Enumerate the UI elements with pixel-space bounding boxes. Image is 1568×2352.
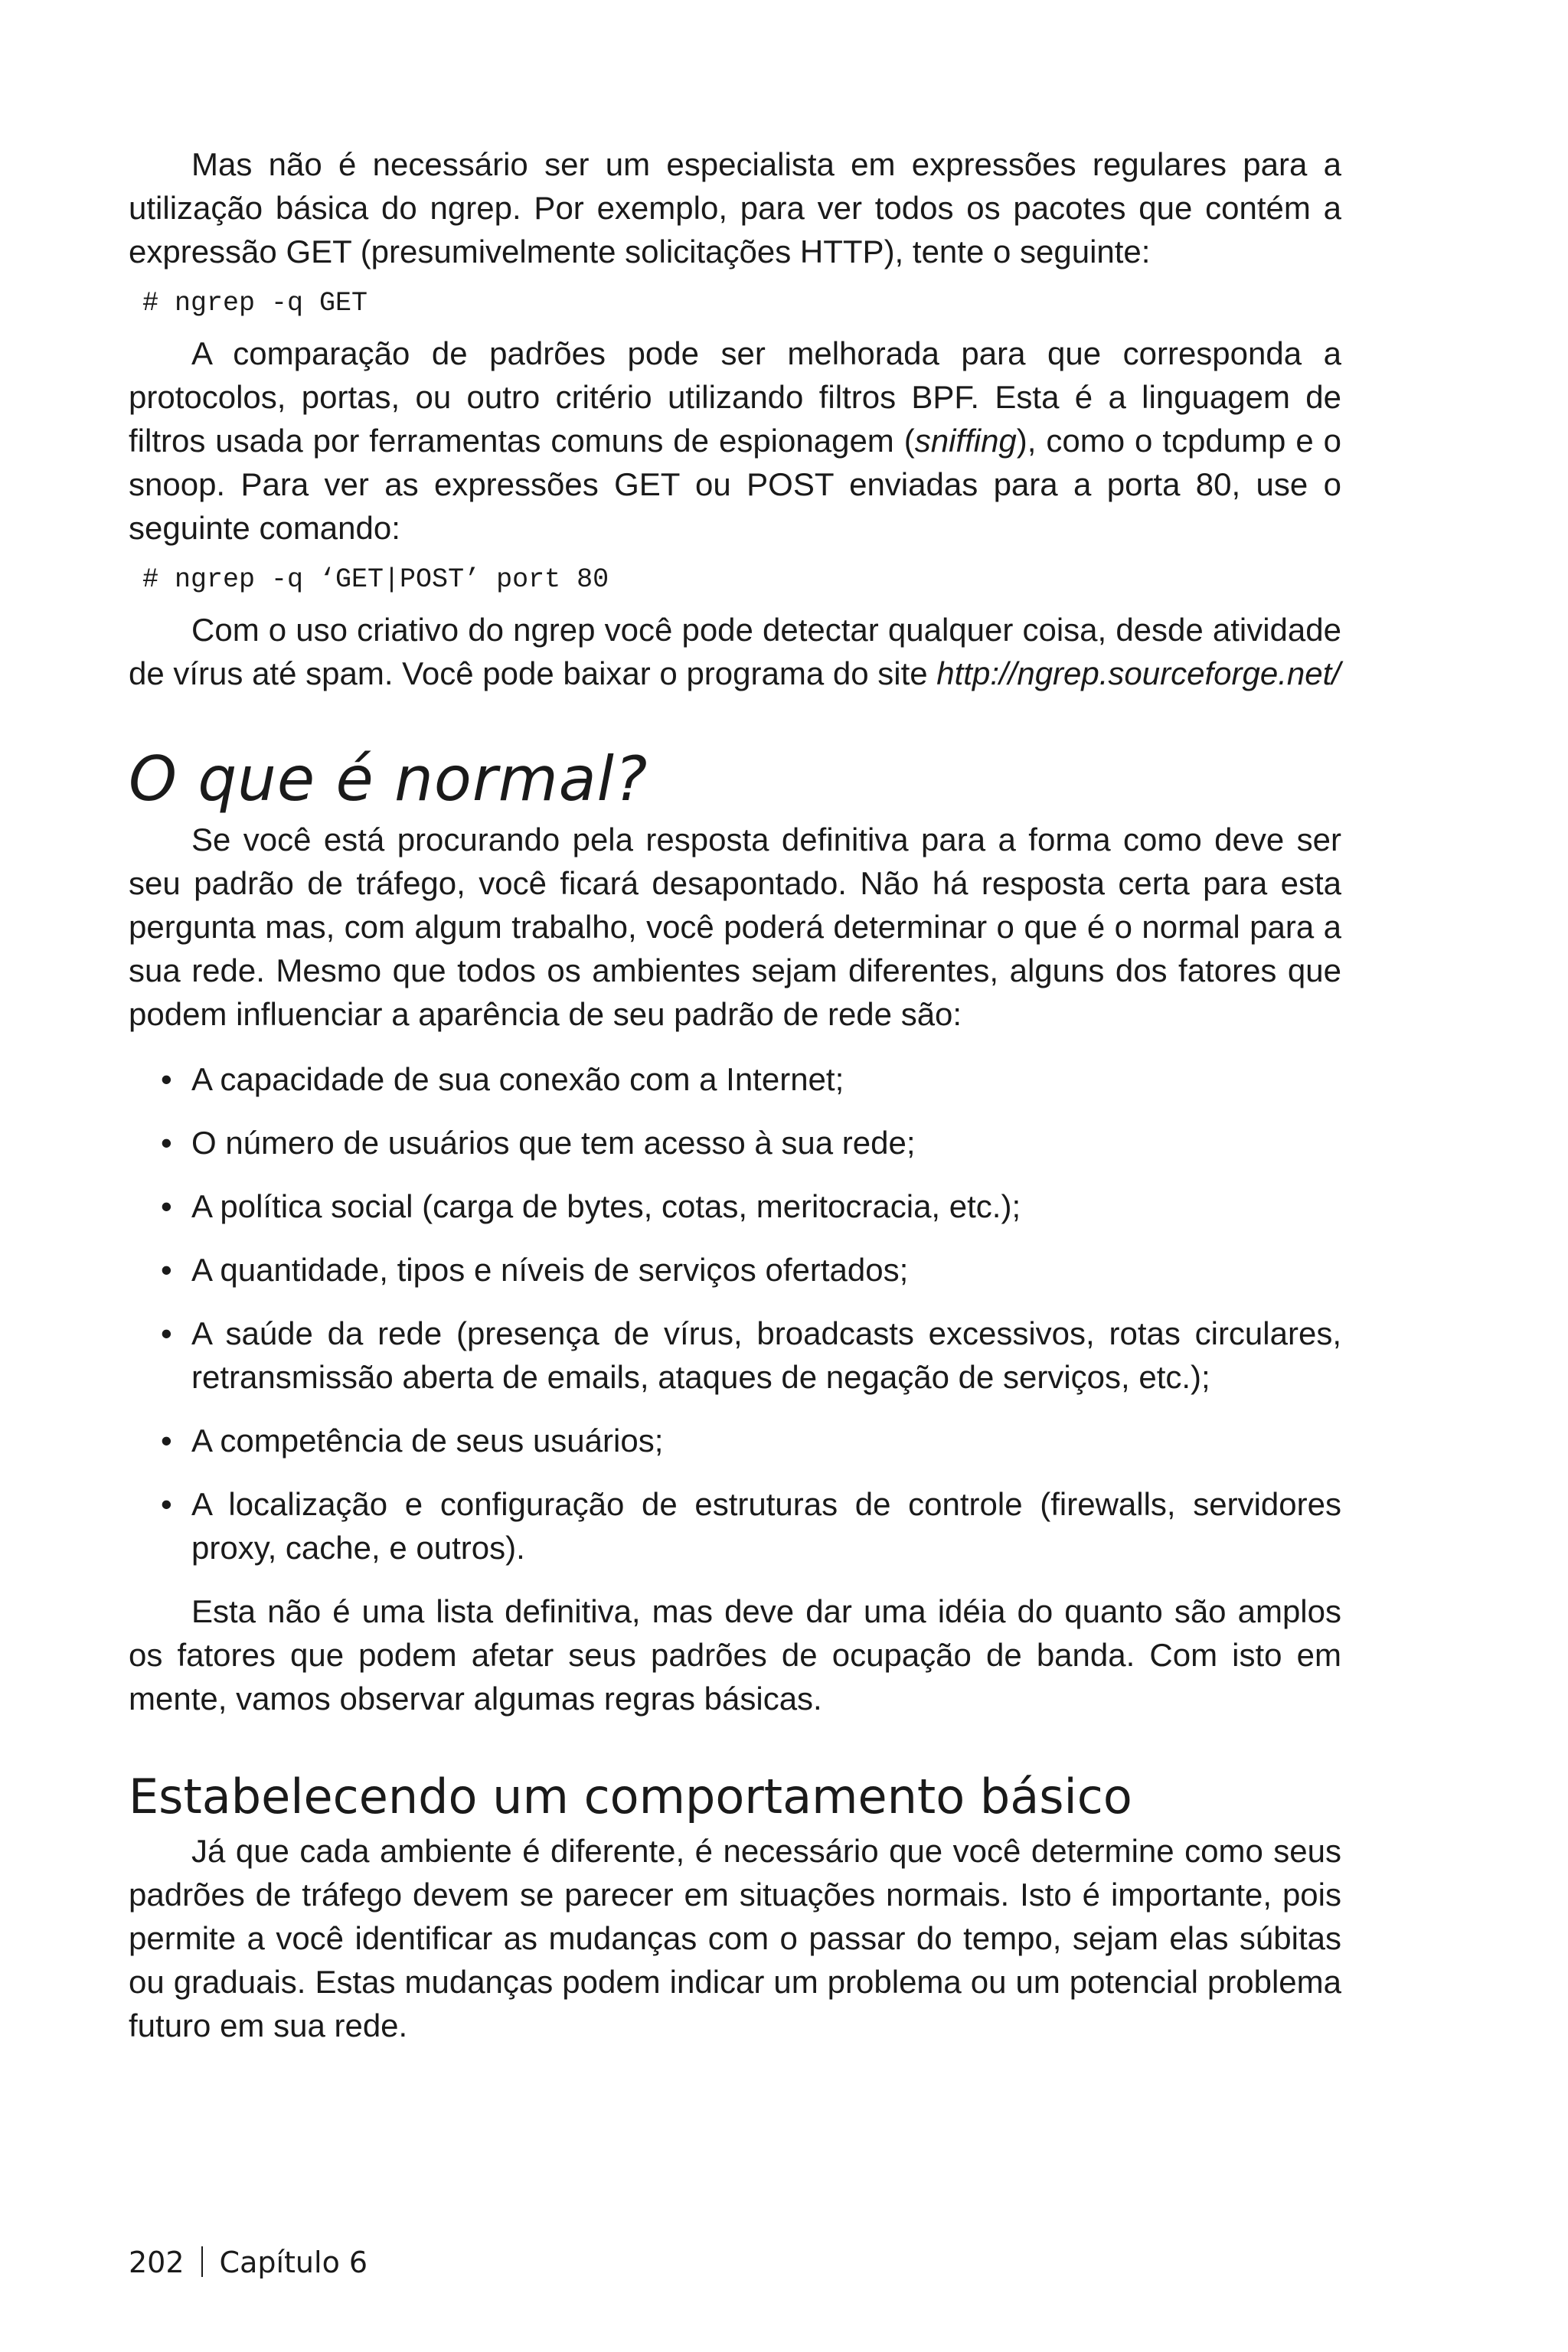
paragraph-bpf-text-2: ), como o tcpdump e o snoop. Para ver as expressões GET ou POST enviadas para a porta 80, use o seguinte comando: — [129, 423, 1341, 546]
paragraph-normal-intro: Se você está procurando pela resposta definitiva para a forma como deve ser seu padrão de tráfego, você ficará desapontado. Não há resposta certa para esta pergunta mas, com algum trabalho, você poderá determinar o que é o normal para a sua rede. Mesmo que todos os ambientes sejam diferentes, alguns dos fatores que podem influenciar a aparência de seu padrão de rede são: — [129, 822, 1341, 1032]
list-item: • A capacidade de sua conexão com a Internet; — [129, 1057, 1341, 1101]
bullet: • — [161, 1061, 172, 1097]
paragraph-ngrep-intro: Mas não é necessário ser um especialista em expressões regulares para a utilização básica do ngrep. Por exemplo, para ver todos os pacotes que contém a expressão GET (presumivelmente solicitações HTTP), tente o seguinte: — [129, 146, 1341, 270]
paragraph-ngrep-creative — [129, 608, 1341, 695]
list-item: • A política social (carga de bytes, cotas, meritocracia, etc.); — [129, 1184, 1341, 1228]
code-ngrep-get-post: # ngrep -q ‘GET|POST’ port 80 — [142, 564, 609, 595]
list-item: • A quantidade, tipos e níveis de serviços ofertados; — [129, 1248, 1341, 1292]
bullet: • — [161, 1188, 172, 1224]
paragraph-bpf-filters — [129, 332, 1341, 550]
bullet: • — [161, 1252, 172, 1288]
page-footer — [129, 2243, 368, 2282]
paragraph-bpf-text-1: A comparação de padrões pode ser melhorada para que corresponda a protocolos, portas, ou outro critério utilizando filtros BPF. Esta é a linguagem de filtros usada por ferramentas comuns de espionagem ( — [129, 335, 1341, 459]
page-content — [129, 142, 1341, 2047]
bullet: • — [161, 1423, 172, 1459]
bullet: • — [161, 1486, 172, 1522]
factors-list — [129, 1057, 1341, 1570]
bullet: • — [161, 1125, 172, 1161]
list-item: • A saúde da rede (presença de vírus, broadcasts excessivos, rotas circulares, retransmissão aberta de emails, ataques de negação de serviços, etc.); — [129, 1312, 1341, 1399]
footer-separator — [201, 2246, 203, 2277]
paragraph-bpf-italic: sniffing — [914, 423, 1017, 459]
ngrep-site-link[interactable]: http://ngrep.sourceforge.net/ — [936, 655, 1341, 691]
chapter-label: Capítulo 6 — [219, 2246, 368, 2279]
section-heading-baseline: Estabelecendo um comportamento básico — [129, 1769, 1132, 1824]
paragraph-normal-outro: Esta não é uma lista definitiva, mas deve dar uma idéia do quanto são amplos os fatores que podem afetar seus padrões de ocupação de banda. Com isto em mente, vamos observar algumas regras básicas. — [129, 1593, 1341, 1717]
code-ngrep-get: # ngrep -q GET — [142, 288, 368, 318]
list-item: • O número de usuários que tem acesso à sua rede; — [129, 1121, 1341, 1165]
bullet: • — [161, 1315, 172, 1351]
list-item: • A competência de seus usuários; — [129, 1419, 1341, 1462]
paragraph-creative-text: Com o uso criativo do ngrep você pode detectar qualquer coisa, desde atividade de vírus até spam. Você pode baixar o programa do site — [129, 612, 1341, 691]
page-number: 202 — [129, 2246, 185, 2279]
paragraph-baseline: Já que cada ambiente é diferente, é necessário que você determine como seus padrões de tráfego devem se parecer em situações normais. Isto é importante, pois permite a você identificar as mudanças com o passar do tempo, sejam elas súbitas ou graduais. Estas mudanças podem indicar um problema ou um potencial problema futuro em sua rede. — [129, 1833, 1341, 2043]
list-item: • A localização e configuração de estruturas de controle (firewalls, servidores proxy, cache, e outros). — [129, 1482, 1341, 1570]
section-heading-normal: O que é normal? — [129, 743, 648, 815]
